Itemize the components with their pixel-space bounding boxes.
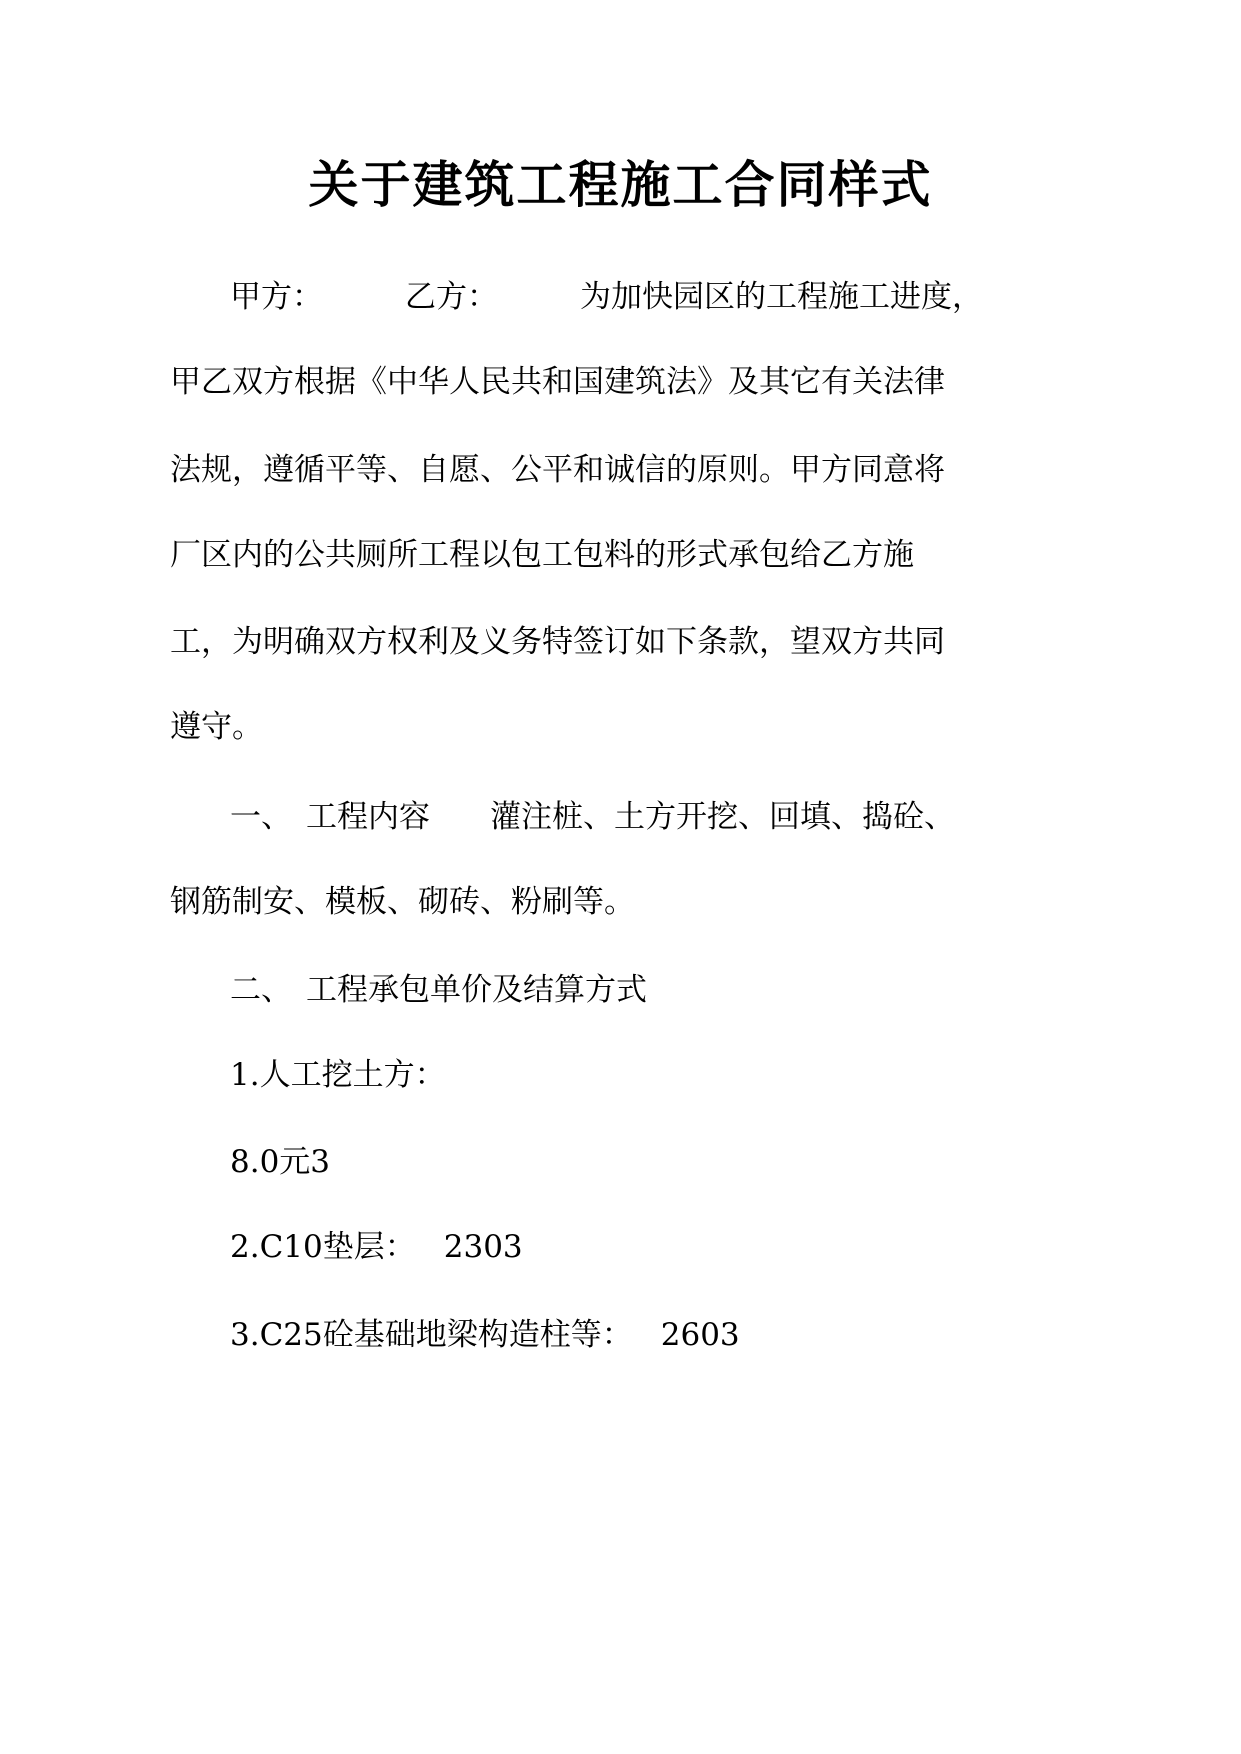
- item-3-label: 3.C25砼基础地梁构造柱等：: [230, 1317, 633, 1353]
- intro-line-2: 甲乙双方根据《中华人民共和国建筑法》及其它有关法律: [170, 364, 945, 400]
- document-title: 关于建筑工程施工合同样式: [308, 156, 933, 214]
- party-a-label: 甲方：: [230, 279, 323, 315]
- intro-line-4: 厂区内的公共厕所工程以包工包料的形式承包给乙方施: [170, 537, 914, 573]
- item-3: [230, 1313, 740, 1357]
- section-2-number: 二、: [230, 972, 292, 1008]
- item-2-label: 2.C10垫层：: [230, 1229, 416, 1265]
- party-b-label: 乙方：: [405, 279, 498, 315]
- intro-text-line-1: 为加快园区的工程施工进度，: [580, 279, 983, 315]
- intro-line-6: 遵守。: [170, 709, 263, 745]
- item-1-label: 1.人工挖土方：: [230, 1057, 446, 1093]
- section-1-text-line-1: 灌注桩、土方开挖、回填、捣砼、: [490, 799, 955, 835]
- section-1-heading: 工程内容: [306, 799, 430, 835]
- section-1-number: 一、: [230, 799, 292, 835]
- item-1: [230, 1053, 446, 1097]
- item-3-value: 2603: [660, 1317, 740, 1353]
- item-1-price: [230, 1140, 330, 1184]
- intro-line-3: 法规，遵循平等、自愿、公平和诚信的原则。甲方同意将: [170, 452, 945, 488]
- section-1-text-line-2: 钢筋制安、模板、砌砖、粉刷等。: [170, 884, 635, 920]
- section-2-heading: 工程承包单价及结算方式: [306, 972, 647, 1008]
- item-1-price-text: 8.0元3: [230, 1144, 331, 1180]
- item-2-value: 2303: [443, 1229, 523, 1265]
- section-1-heading-line: [230, 795, 955, 839]
- item-2: [230, 1225, 523, 1269]
- intro-line-1: [230, 275, 983, 319]
- intro-line-5: 工，为明确双方权利及义务特签订如下条款，望双方共同: [170, 624, 945, 660]
- section-2-heading-line: [230, 968, 647, 1012]
